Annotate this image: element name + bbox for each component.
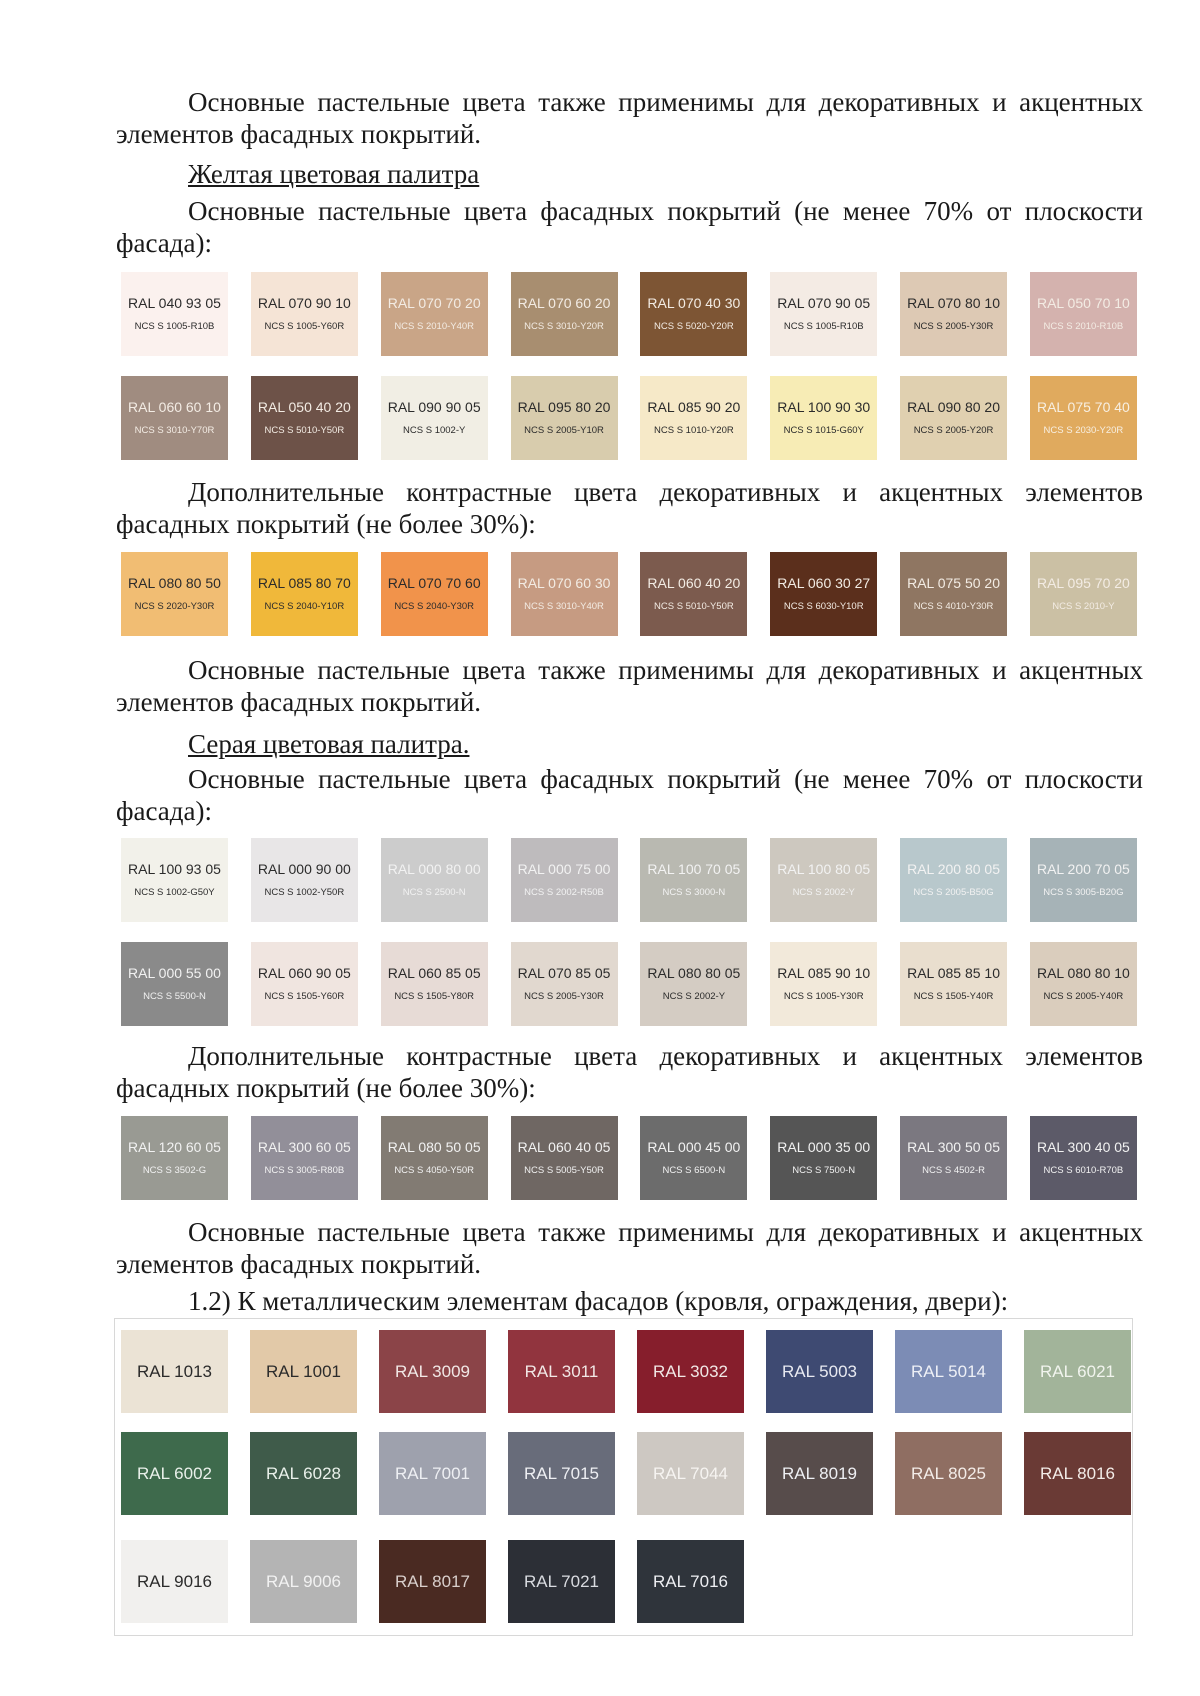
swatch-ral-code: RAL 080 80 50: [128, 575, 221, 591]
swatch-ncs-code: NCS S 6500-N: [662, 1165, 726, 1176]
color-swatch: [640, 552, 747, 636]
metal-color-swatch: RAL 5014: [895, 1330, 1002, 1413]
color-swatch: [900, 376, 1007, 460]
metal-color-swatch: RAL 5003: [766, 1330, 873, 1413]
metal-color-swatch: RAL 1013: [121, 1330, 228, 1413]
swatch-ncs-code: NCS S 1010-Y20R: [654, 425, 734, 436]
swatch-ncs-code: NCS S 2005-Y30R: [913, 321, 994, 332]
swatch-ral-code: RAL 070 70 60: [387, 575, 481, 591]
swatch-ral-code: RAL 200 80 05: [907, 861, 1000, 877]
swatch-ncs-code: NCS S 2010-Y40R: [394, 321, 475, 332]
swatch-ral-code: RAL 060 40 05: [517, 1139, 611, 1155]
color-swatch: [381, 552, 488, 636]
swatch-ral-code: RAL 085 80 70: [257, 575, 351, 591]
swatch-ral-code: RAL 300 60 05: [257, 1139, 351, 1155]
swatch-ncs-code: NCS S 3005-R80B: [264, 1165, 345, 1176]
metal-color-swatch: RAL 8017: [379, 1540, 486, 1623]
metal-color-swatch: RAL 6028: [250, 1432, 357, 1515]
color-swatch: [511, 552, 618, 636]
swatch-ncs-code: NCS S 2040-Y30R: [394, 601, 475, 612]
metal-swatch-row: [121, 1432, 1131, 1515]
color-swatch: [251, 376, 358, 460]
color-swatch: [640, 942, 747, 1026]
metal-color-swatch: RAL 7001: [379, 1432, 486, 1515]
heading-yellow-palette: Желтая цветовая палитра: [188, 159, 480, 189]
color-swatch: [1030, 1116, 1137, 1200]
swatch-ncs-code: NCS S 1002-G50Y: [134, 887, 215, 898]
metal-color-swatch: RAL 6002: [121, 1432, 228, 1515]
swatch-ncs-code: NCS S 3010-Y70R: [134, 425, 215, 436]
swatch-row: [121, 272, 1137, 356]
metal-color-swatch: RAL 3032: [637, 1330, 744, 1413]
color-swatch: [381, 1116, 488, 1200]
color-swatch: [770, 1116, 877, 1200]
swatch-ral-code: RAL 085 90 20: [647, 399, 741, 415]
swatch-ral-code: RAL 000 90 00: [257, 861, 351, 877]
swatch-ncs-code: NCS S 1005-Y30R: [783, 991, 864, 1002]
swatch-ral-code: RAL 060 90 05: [257, 965, 351, 981]
color-swatch: [640, 376, 747, 460]
color-swatch: [251, 552, 358, 636]
metal-color-swatch: RAL 8025: [895, 1432, 1002, 1515]
swatch-ncs-code: NCS S 3005-B20G: [1043, 887, 1124, 898]
swatch-ral-code: RAL 060 40 20: [647, 575, 741, 591]
color-swatch: [511, 1116, 618, 1200]
swatch-ral-code: RAL 080 50 05: [387, 1139, 481, 1155]
swatch-ncs-code: NCS S 2500-N: [402, 887, 466, 898]
swatch-ral-code: RAL 075 50 20: [907, 575, 1000, 591]
metal-color-swatch: RAL 9006: [250, 1540, 357, 1623]
swatch-ral-code: RAL 070 60 20: [517, 295, 611, 311]
swatch-ral-code: RAL 300 50 05: [907, 1139, 1000, 1155]
swatch-ncs-code: NCS S 4502-R: [922, 1165, 985, 1176]
swatch-ncs-code: NCS S 3000-N: [662, 887, 726, 898]
swatch-ncs-code: NCS S 6010-R70B: [1043, 1165, 1124, 1176]
swatch-row: [121, 552, 1137, 636]
color-swatch: [121, 838, 228, 922]
swatch-ral-code: RAL 070 85 05: [517, 965, 611, 981]
color-swatch: [1030, 376, 1137, 460]
swatch-ral-code: RAL 075 70 40: [1036, 399, 1130, 415]
swatch-ral-code: RAL 120 60 05: [128, 1139, 221, 1155]
swatch-ncs-code: NCS S 1005-Y60R: [264, 321, 345, 332]
swatch-ncs-code: NCS S 5020-Y20R: [654, 321, 734, 332]
swatch-ral-code: RAL 070 90 05: [777, 295, 871, 311]
color-swatch: [251, 272, 358, 356]
swatch-ral-code: RAL 060 60 10: [128, 399, 221, 415]
swatch-ral-code: RAL 070 90 10: [257, 295, 351, 311]
color-swatch: [770, 942, 877, 1026]
paragraph-contrast-colors-yellow: Дополнительные контрастные цвета декоративных и акцентных элементов фасадных покрытий (не более 30%):: [116, 477, 1143, 539]
color-swatch: [381, 272, 488, 356]
color-swatch: [251, 838, 358, 922]
swatch-ncs-code: NCS S 4010-Y30R: [913, 601, 994, 612]
swatch-ncs-code: NCS S 2002-R50B: [524, 887, 604, 898]
heading-gray-palette: Серая цветовая палитра.: [188, 729, 470, 759]
swatch-ncs-code: NCS S 7500-N: [792, 1165, 856, 1176]
paragraph-contrast-colors-gray: Дополнительные контрастные цвета декоративных и акцентных элементов фасадных покрытий (не более 30%):: [116, 1041, 1143, 1103]
color-swatch: [770, 552, 877, 636]
swatch-row: [121, 1116, 1137, 1200]
swatch-ral-code: RAL 100 90 30: [777, 399, 871, 415]
swatch-ncs-code: NCS S 1005-R10B: [783, 321, 864, 332]
swatch-row: [121, 376, 1137, 460]
metal-color-swatch: RAL 1001: [250, 1330, 357, 1413]
color-swatch: [1030, 552, 1137, 636]
swatch-ral-code: RAL 000 55 00: [128, 965, 221, 981]
swatch-ncs-code: NCS S 4050-Y50R: [394, 1165, 475, 1176]
swatch-ncs-code: NCS S 1505-Y60R: [264, 991, 345, 1002]
swatch-ral-code: RAL 085 90 10: [777, 965, 871, 981]
swatch-ncs-code: NCS S 1002-Y50R: [264, 887, 345, 898]
swatch-ncs-code: NCS S 2002-Y: [792, 887, 855, 898]
swatch-ral-code: RAL 090 90 05: [387, 399, 481, 415]
swatch-ncs-code: NCS S 6030-Y10R: [783, 601, 864, 612]
metal-color-swatch: RAL 3011: [508, 1330, 615, 1413]
color-swatch: [900, 838, 1007, 922]
swatch-ral-code: RAL 050 70 10: [1036, 295, 1130, 311]
swatch-ral-code: RAL 095 70 20: [1036, 575, 1130, 591]
color-swatch: [381, 838, 488, 922]
swatch-ncs-code: NCS S 1002-Y: [403, 425, 466, 436]
metal-color-swatch: RAL 6021: [1024, 1330, 1131, 1413]
swatch-ral-code: RAL 095 80 20: [517, 399, 611, 415]
swatch-ral-code: RAL 085 85 10: [907, 965, 1000, 981]
swatch-ncs-code: NCS S 2005-B50G: [913, 887, 994, 898]
swatch-ral-code: RAL 070 60 30: [517, 575, 611, 591]
swatch-ral-code: RAL 080 80 10: [1036, 965, 1130, 981]
color-swatch: [900, 272, 1007, 356]
swatch-ncs-code: NCS S 1505-Y80R: [394, 991, 475, 1002]
swatch-ral-code: RAL 000 35 00: [777, 1139, 871, 1155]
metal-swatch-row: [121, 1540, 744, 1623]
paragraph-main-colors-yellow: Основные пастельные цвета фасадных покрытий (не менее 70% от плоскости фасада):: [116, 196, 1143, 258]
swatch-ral-code: RAL 300 40 05: [1036, 1139, 1130, 1155]
color-swatch: [640, 272, 747, 356]
paragraph-pastel-note-2: Основные пастельные цвета также применимы для декоративных и акцентных элементов фасадных покрытий.: [116, 655, 1143, 717]
color-swatch: [121, 376, 228, 460]
color-swatch: [640, 838, 747, 922]
swatch-ncs-code: NCS S 3502-G: [142, 1165, 207, 1176]
color-swatch: [511, 272, 618, 356]
swatch-ral-code: RAL 100 80 05: [777, 861, 871, 877]
swatch-ral-code: RAL 040 93 05: [128, 295, 221, 311]
swatch-ncs-code: NCS S 3010-Y20R: [524, 321, 604, 332]
color-swatch: [900, 1116, 1007, 1200]
swatch-ral-code: RAL 070 80 10: [907, 295, 1000, 311]
paragraph-pastel-note-1: Основные пастельные цвета также применимы для декоративных и акцентных элементов фасадных покрытий.: [116, 87, 1143, 149]
metal-color-swatch: RAL 7044: [637, 1432, 744, 1515]
color-swatch: [900, 942, 1007, 1026]
swatch-ncs-code: NCS S 2030-Y20R: [1043, 425, 1124, 436]
color-swatch: [381, 376, 488, 460]
paragraph-main-colors-gray: Основные пастельные цвета фасадных покрытий (не менее 70% от плоскости фасада):: [116, 764, 1143, 826]
swatch-ral-code: RAL 070 40 30: [647, 295, 741, 311]
color-swatch: [381, 942, 488, 1026]
swatch-ncs-code: NCS S 2002-Y: [662, 991, 726, 1002]
color-swatch: [511, 942, 618, 1026]
color-swatch: [1030, 838, 1137, 922]
swatch-ncs-code: NCS S 1505-Y40R: [913, 991, 994, 1002]
swatch-ncs-code: NCS S 5500-N: [143, 991, 206, 1002]
swatch-ral-code: RAL 000 75 00: [517, 861, 611, 877]
paragraph-pastel-note-3: Основные пастельные цвета также применимы для декоративных и акцентных элементов фасадных покрытий.: [116, 1217, 1143, 1279]
metal-color-swatch: RAL 8016: [1024, 1432, 1131, 1515]
swatch-ral-code: RAL 000 80 00: [387, 861, 481, 877]
metal-color-swatch: RAL 8019: [766, 1432, 873, 1515]
swatch-ncs-code: NCS S 5010-Y50R: [264, 425, 345, 436]
color-swatch: [770, 376, 877, 460]
swatch-ncs-code: NCS S 2010-R10B: [1043, 321, 1124, 332]
metal-swatch-row: [121, 1330, 1131, 1413]
swatch-ncs-code: NCS S 2010-Y: [1052, 601, 1115, 612]
swatch-row: [121, 942, 1137, 1026]
color-swatch: [640, 1116, 747, 1200]
color-swatch: [511, 376, 618, 460]
swatch-ral-code: RAL 060 30 27: [777, 575, 871, 591]
color-swatch: [121, 272, 228, 356]
swatch-ncs-code: NCS S 1005-R10B: [134, 321, 215, 332]
color-swatch: [770, 838, 877, 922]
swatch-ncs-code: NCS S 2020-Y30R: [134, 601, 215, 612]
color-swatch: [121, 552, 228, 636]
metal-color-swatch: RAL 3009: [379, 1330, 486, 1413]
swatch-row: [121, 838, 1137, 922]
swatch-ncs-code: NCS S 5010-Y50R: [654, 601, 734, 612]
color-swatch: [121, 1116, 228, 1200]
swatch-ral-code: RAL 200 70 05: [1036, 861, 1130, 877]
swatch-ral-code: RAL 060 85 05: [387, 965, 481, 981]
swatch-ral-code: RAL 080 80 05: [647, 965, 741, 981]
swatch-ral-code: RAL 090 80 20: [907, 399, 1000, 415]
color-swatch: [1030, 942, 1137, 1026]
metal-color-swatch: RAL 7021: [508, 1540, 615, 1623]
metal-color-swatch: RAL 7015: [508, 1432, 615, 1515]
swatch-ral-code: RAL 100 93 05: [128, 861, 221, 877]
swatch-ncs-code: NCS S 3010-Y40R: [524, 601, 604, 612]
swatch-ncs-code: NCS S 2040-Y10R: [264, 601, 345, 612]
swatch-ncs-code: NCS S 2005-Y10R: [524, 425, 604, 436]
swatch-ral-code: RAL 000 45 00: [647, 1139, 741, 1155]
color-swatch: [121, 942, 228, 1026]
metal-color-swatch: RAL 9016: [121, 1540, 228, 1623]
color-swatch: [900, 552, 1007, 636]
swatch-ncs-code: NCS S 1015-G60Y: [783, 425, 864, 436]
swatch-ral-code: RAL 050 40 20: [257, 399, 351, 415]
swatch-ral-code: RAL 100 70 05: [647, 861, 741, 877]
color-swatch: [1030, 272, 1137, 356]
swatch-ncs-code: NCS S 2005-Y30R: [524, 991, 604, 1002]
swatch-ncs-code: NCS S 2005-Y20R: [913, 425, 994, 436]
swatch-ral-code: RAL 070 70 20: [387, 295, 481, 311]
color-swatch: [770, 272, 877, 356]
color-swatch: [511, 838, 618, 922]
swatch-ncs-code: NCS S 2005-Y40R: [1043, 991, 1124, 1002]
metal-color-swatch: RAL 7016: [637, 1540, 744, 1623]
color-swatch: [251, 1116, 358, 1200]
color-swatch: [251, 942, 358, 1026]
paragraph-metal-elements: 1.2) К металлическим элементам фасадов (кровля, ограждения, двери):: [188, 1286, 1009, 1316]
swatch-ncs-code: NCS S 5005-Y50R: [524, 1165, 604, 1176]
